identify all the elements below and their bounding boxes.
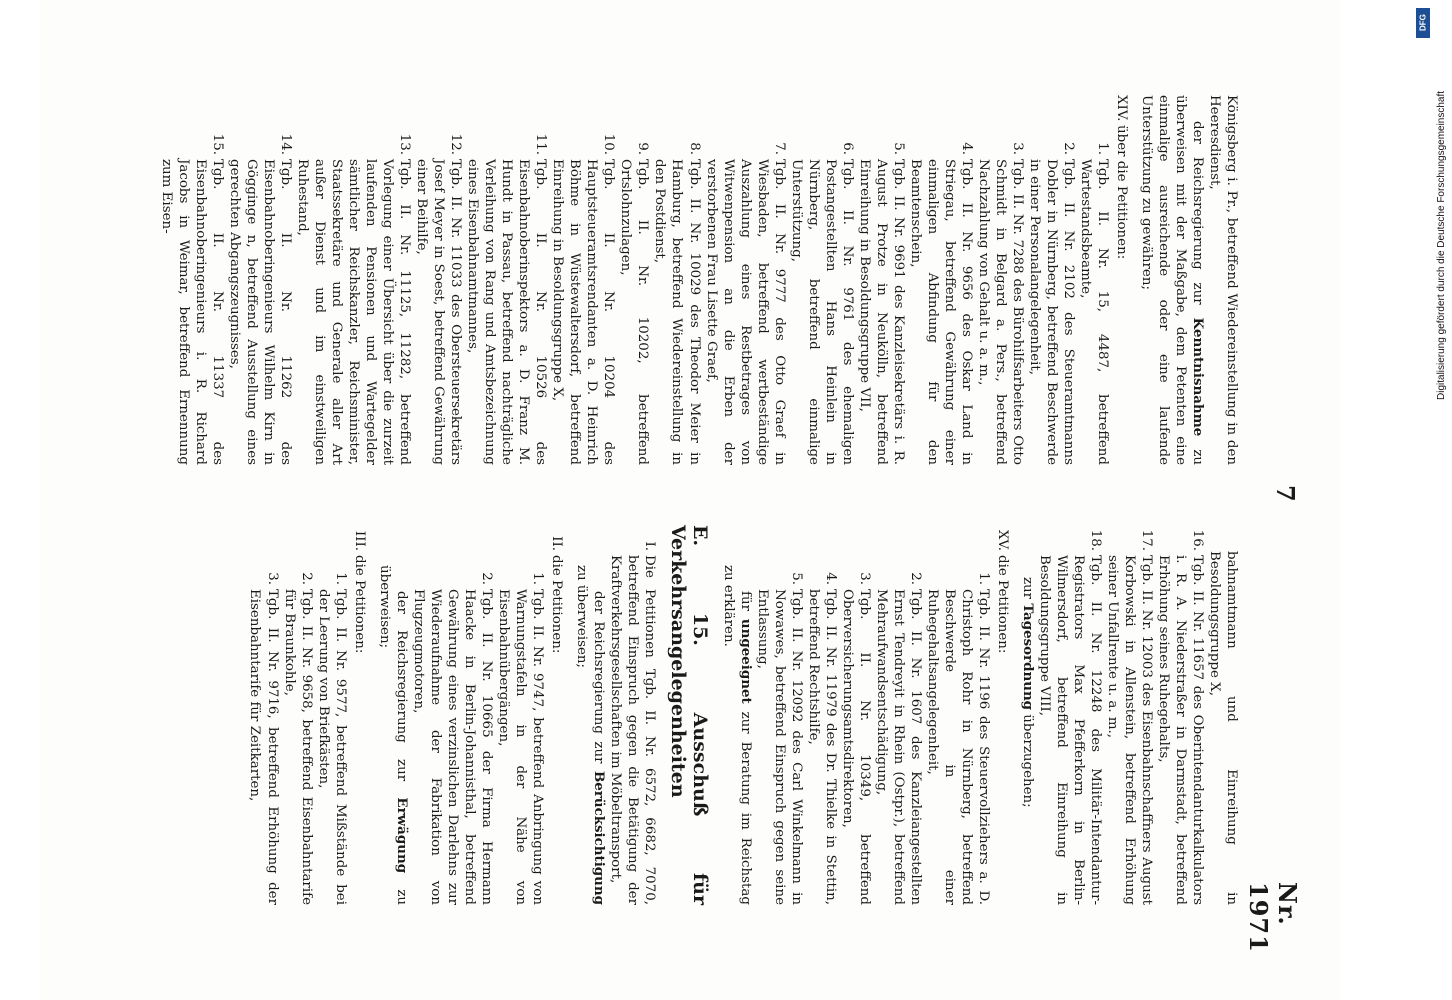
roman-heading-text: über die Petitionen:	[1113, 125, 1129, 260]
item-number: 4.	[822, 572, 838, 585]
item-text: Tgb. II. Nr. 10665 der Firma Hermann Haacke in Berlin-Johannisthal, betreffend Gewährung eines verzinslichen Darlehns zur Wiederaufnahme der Fabrikation von Flugzeugmotoren,	[410, 589, 494, 905]
petition-item	[294, 129, 413, 465]
section-item-text: die Petitionen:	[548, 555, 564, 654]
item-text: Tgb. II. Nr. 9747, betreffend Anbringung von Warnungstafeln in der Nähe von Eisenbahnübergängen,	[495, 589, 545, 905]
item-number: 3.	[264, 572, 280, 585]
item-number: 10.	[601, 133, 617, 155]
section-item-text: Die Petitionen Tgb. II. Nr. 6572, 6682, 7070, betreffend Einspruch gegen die Betätigung der Kraftverkehrsgesellschaften im Möbeltransport,	[607, 555, 657, 905]
item-number: 18.	[1087, 529, 1103, 551]
item-text: Tgb. II. Nr. 11657 des Oberintendanturkalkulators i. R. A. Niederstraßer in Darmstadt, betreffend Erhöhung seines Ruhegehalts,	[1155, 555, 1205, 905]
section-heading	[666, 525, 710, 905]
item-text: Tgb. II. Nr. 12248 des Militär-Intendantur-Registrators Max Pfefferkorn in Berlin-Wilmersdorf, betreffend Einreihung in Besoldungsgruppe VIII,	[1036, 555, 1103, 905]
petition-item	[856, 129, 907, 465]
petition-item	[651, 129, 702, 465]
item-number: 2.	[1060, 142, 1076, 155]
item-number: 8.	[686, 142, 702, 155]
right-column	[246, 525, 1240, 905]
item-number: 1.	[1094, 142, 1110, 155]
item-number: 3.	[856, 572, 872, 585]
item-text: Tgb. II. Nr. 7288 des Bürohilfsarbeiters Otto Schmidt in Belgard a. Pers., betreffend Nachzahlung von Gehalt u. a. m.,	[975, 159, 1025, 465]
item-text: Tgb. II. Nr. 10349, betreffend Oberversicherungsamtsdirektoren,	[839, 589, 872, 905]
section-item-i	[607, 525, 658, 905]
item-text: Tgb. II. Nr. 11262 des Eisenbahnoberingenieurs Wilhelm Kirn in Gögginge n, betreffend Ausstellung eines gerechten Abgangszeugnisses,	[227, 159, 294, 465]
unsuitable-note: für ungeeignet zur Beratung im Reichstag zu erklären.	[720, 565, 754, 905]
petition-item	[464, 129, 549, 465]
item-number: 17.	[1138, 529, 1154, 551]
petition-item	[1155, 525, 1206, 905]
left-column	[158, 95, 1240, 465]
roman-heading-xv	[994, 525, 1011, 905]
item-number: 7.	[771, 142, 787, 155]
roman-heading-text: die Petitionen:	[994, 555, 1010, 654]
petition-item	[1036, 525, 1104, 905]
roman-numeral: II.	[548, 536, 564, 551]
petition-item	[281, 559, 315, 905]
item-text: Tgb. II. Nr. 9658, betreffend Eisenbahntarife für Braunkohle,	[281, 589, 314, 905]
petition-item	[839, 559, 873, 905]
petition-item	[788, 129, 856, 465]
page-number: 7	[1271, 485, 1300, 502]
item-text: Tgb. II. Nr. 1607 des Kanzleiangestellten Ernst Tendreyit in Rhein (Ostpr.), betreffend Mehraufwandsentschädigung,	[873, 589, 923, 905]
item-number: 16.	[1189, 529, 1205, 551]
continuation-text: bahnamtmann und Einreihung in Besoldungsgruppe X,	[1206, 551, 1239, 905]
petition-list-xv	[754, 525, 992, 905]
item-text: Tgb. II. Nr. 9577, betreffend Mißstände bei der Leerung von Briefkästen,	[315, 589, 348, 905]
item-number: 14.	[278, 133, 294, 155]
item-number: 2.	[298, 572, 314, 585]
roman-numeral: I.	[641, 541, 657, 551]
item-text: Tgb. II. Nr. 9691 des Kanzleisekretärs i. R. August Protze in Neukölln, betreffend Einreihung in Besoldungsgruppe VII,	[856, 159, 906, 465]
item-number: 11.	[533, 133, 549, 155]
item-number: 2.	[907, 572, 923, 585]
petition-item	[924, 559, 992, 905]
section-item-iii	[351, 525, 368, 905]
petition-list-iii	[246, 525, 348, 905]
item-text: Tgb. II. Nr. 9761 des ehemaligen Postangestellten Hans Heinlein in Nürnberg, betreffend einmalige Unterstützung,	[788, 159, 855, 465]
petition-item	[495, 559, 546, 905]
petition-item	[549, 129, 617, 465]
petition-item	[617, 129, 651, 465]
item-number: 2.	[478, 572, 494, 585]
section-letter: E.	[688, 525, 711, 547]
roman-heading-xiv	[1113, 95, 1130, 465]
petition-item	[315, 559, 349, 905]
item-text: Tgb. II. Nr. 10029 des Theodor Meier in Hamburg, betreffend Wiedereinstellung in den Postdienst,	[652, 159, 702, 465]
item-number: 12.	[448, 133, 464, 155]
item-number: 9.	[635, 142, 651, 155]
item-text: Tgb. II. Nr. 9777 des Otto Graef in Wiesbaden, betreffend wertbeständige Auszahlung eines Restbetrages von Witwenpension an die Erben der verstorbenen Frau Lisette Graef,	[703, 159, 787, 465]
rotated-document-page	[40, 0, 1340, 1000]
dfg-logo: DFG	[1416, 8, 1430, 38]
opening-text: Königsberg i. Pr., betreffend Wiedereinstellung in den Heeresdienst,	[1206, 95, 1239, 465]
roman-numeral: XV.	[994, 529, 1010, 551]
item-text: Tgb. II. Nr. 15, 4487, betreffend Wartestandsbeamte,	[1077, 159, 1110, 465]
petition-item	[226, 129, 294, 465]
item-number: 6.	[839, 142, 855, 155]
item-text: Tgb. II. Nr. 1196 des Steuervollziehers a. D. Christoph Rohr in Nürnberg, betreffend Beschwerde in einer Ruhegehaltsangelegenheit,	[924, 589, 991, 905]
petition-item	[975, 129, 1026, 465]
item-number: 3.	[1009, 142, 1025, 155]
item-text: Tgb. II. Nr. 10204 des Hauptsteueramtsrendanten a. D. Heinrich Böhme in Wüstewaltersdorf, betreffend Einreihung in Besoldungsgruppe X,	[550, 159, 617, 465]
item-number: 5.	[788, 572, 804, 585]
roman-numeral: III.	[351, 530, 367, 551]
petition-item	[1026, 129, 1077, 465]
item-text: Tgb. II. Nr. 11337 des Eisenbahnoberingenieurs i. R. Richard Jacobs in Weimar, betreffend Ernennung zum Eisen-	[159, 159, 226, 465]
item-number: 5.	[890, 142, 906, 155]
item-number: 1.	[975, 572, 991, 585]
section-title: Ausschuß für Verkehrsangelegenheiten	[666, 525, 711, 905]
item-text: Tgb. II. Nr. 10526 des Eisenbahnoberinspektors a. D. Franz M. Hundt in Passau, betreffend nachträgliche Verleihung von Rang und Amtsbezeichnung eines Eisenbahnamtmannes,	[465, 159, 549, 465]
petition-item	[158, 129, 226, 465]
item-number: 15.	[210, 133, 226, 155]
item-text: Tgb. II. Nr. 9716, betreffend Erhöhung der Eisenbahntarife für Zeitkarten,	[247, 589, 280, 905]
item-number: 1.	[332, 572, 348, 585]
item-text: Tgb. II. Nr. 12003 des Eisenbahnschaffners August Korbowski in Allenstein, betreffend Erhöhung seiner Unfallrente u. a. m.,	[1104, 555, 1154, 905]
petition-list-ii	[410, 525, 546, 905]
petition-item	[410, 559, 495, 905]
recommendation-text: der Reichsregierung zur Erwägung zu überweisen;	[376, 565, 410, 906]
section-item-text: die Petitionen:	[351, 555, 367, 654]
item-text: Tgb. II. Nr. 2102 des Steueramtmanns Dobler in Nürnberg, betreffend Beschwerde in einer Personalangelegenheit,	[1026, 159, 1076, 465]
item-text: Tgb. II. Nr. 11979 des Dr. Thielke in Stettin, betreffend Rechtshilfe,	[805, 589, 838, 905]
petition-item	[1104, 525, 1155, 905]
issue-number: Nr. 1971	[1244, 882, 1302, 953]
petition-item	[413, 129, 464, 465]
item-text: Tgb. II. Nr. 9656 des Oskar Land in Striegau, betreffend Gewährung einer einmaligen Abfindung für den Beamtenschein,	[907, 159, 974, 465]
petition-item	[907, 129, 975, 465]
recommendation-text: der Reichsregierung zur Kenntnisnahme zu überweisen mit der Maßgabe, dem Petenten eine einmalige ausreichende oder eine laufende Unterstützung zu gewähren;	[1138, 95, 1206, 466]
item-text: Tgb. II. Nr. 11033 des Obersteuersekretärs Josef Meyer in Soest, betreffend Gewährung einer Beihilfe,	[414, 159, 464, 465]
item-text: Tgb. II. Nr. 10202, betreffend Ortslohnzulagen,	[618, 159, 651, 465]
petition-item	[805, 559, 839, 905]
petition-item	[754, 559, 805, 905]
item-number: 4.	[958, 142, 974, 155]
recommendation-text: der Reichsregierung zur Berücksichtigung zu überweisen;	[573, 565, 607, 905]
item-text: Tgb. II. Nr. 11125, 11282, betreffend Vorlegung einer Übersicht über die zurzeit laufenden Pensionen und Wartegelder sämtlicher Reichskanzler, Reichsminister, Staatssekretäre und Generale aller Art außer Dienst und im einstweiligen Ruhestand,	[295, 159, 413, 465]
petition-item	[873, 559, 924, 905]
petition-list-xiv	[158, 95, 1111, 465]
digitization-note	[1420, 10, 1447, 400]
petition-list-continued	[1036, 525, 1206, 905]
roman-numeral: XIV.	[1113, 95, 1129, 122]
section-item-ii	[548, 525, 565, 905]
item-number: 13.	[397, 133, 413, 155]
digitization-note-text: Digitalisierung gefördert durch die Deutsche Forschungsgemeinschaft	[1436, 90, 1447, 400]
petition-item	[703, 129, 788, 465]
item-text: Tgb. II. Nr. 12092 des Carl Winkelmann in Nowawes, betreffend Einspruch gegen seine Entlassung,	[754, 589, 804, 905]
agenda-note: zur Tagesordnung überzugehen;	[1019, 577, 1036, 808]
petition-item	[1077, 129, 1111, 465]
petition-item	[246, 559, 280, 905]
section-number: 15.	[688, 612, 711, 646]
item-number: 1.	[529, 572, 545, 585]
